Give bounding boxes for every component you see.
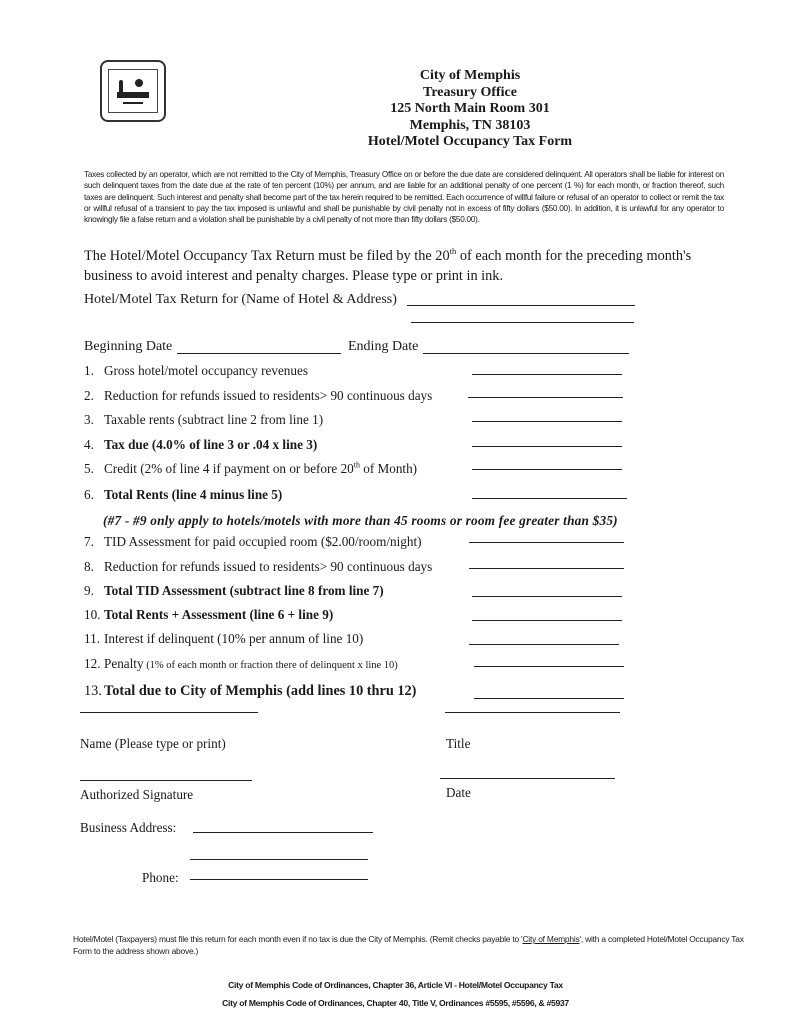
name-label: Name (Please type or print)	[80, 736, 226, 751]
line-number: 6.	[84, 487, 94, 502]
line-number: 5.	[84, 461, 94, 476]
line-10-amount-field[interactable]	[472, 608, 622, 621]
instructions-part1: The Hotel/Motel Occupancy Tax Return must be filed by the 20	[84, 248, 450, 264]
signature-label: Authorized Signature	[80, 787, 194, 802]
line-label: Total Rents (line 4 minus line 5)	[104, 487, 283, 502]
line-3-amount-field[interactable]	[472, 409, 622, 422]
line-number: 3.	[84, 412, 94, 427]
tax-line-13	[84, 683, 416, 700]
tax-line-1	[84, 363, 308, 379]
line-label: Total due to City of Memphis (add lines 10 thru 12)	[104, 683, 417, 699]
ending-date-field[interactable]	[423, 339, 629, 354]
header-office: Treasury Office	[423, 84, 517, 100]
tax-line-6	[84, 487, 282, 503]
header-city-state-zip: Memphis, TN 38103	[409, 117, 531, 133]
date-label: Date	[446, 785, 471, 800]
filing-instructions	[84, 246, 729, 286]
line-11-amount-field[interactable]	[469, 632, 619, 645]
tax-line-11	[84, 631, 363, 647]
tax-line-8	[84, 559, 432, 575]
line-number: 9.	[84, 583, 94, 598]
tax-line-12	[84, 656, 398, 672]
tax-line-2	[84, 388, 432, 404]
line-number: 2.	[84, 388, 94, 403]
beginning-date-label: Beginning Date	[84, 339, 173, 354]
line-number: 13.	[84, 683, 102, 699]
city-seal-icon	[100, 60, 166, 122]
tax-line-3	[84, 412, 323, 428]
line-label: Taxable rents (subtract line 2 from line 1)	[104, 412, 324, 427]
business-address-label: Business Address:	[80, 820, 177, 835]
line-label: Reduction for refunds issued to residents> 90 continuous days	[104, 559, 433, 574]
tax-line-9	[84, 583, 384, 599]
line-number: 12.	[84, 656, 101, 671]
phone-field[interactable]	[190, 879, 368, 880]
line-label-superscript: th	[353, 460, 360, 470]
line-9-amount-field[interactable]	[472, 584, 622, 597]
header-city: City of Memphis	[419, 68, 521, 83]
seal-sun-glyph	[135, 79, 143, 87]
line-6-amount-field[interactable]	[472, 486, 627, 499]
line-number: 7.	[84, 534, 94, 549]
line-label: Credit (2% of line 4 if payment on or before 20	[104, 461, 354, 476]
tax-line-4	[84, 437, 317, 453]
form-title: Hotel/Motel Occupancy Tax Form	[367, 134, 573, 149]
seal-inner-border	[108, 69, 158, 113]
footer-note-part1: Hotel/Motel (Taxpayers) must file this return for each month even if no tax is due the City of Memphis. (Remit checks payable to '	[73, 934, 523, 944]
letterhead	[320, 68, 620, 151]
line-label: TID Assessment for paid occupied room ($2.00/room/night)	[104, 534, 422, 549]
delinquency-notice: Taxes collected by an operator, which are not remitted to the City of Memphis, Treasury Office on or before the due date are considered delinquent. All operators shall be liable for interest on such delinquent taxes from the date due at the rate of ten percent (10%) per annum, and are liable for an additional penalty of one percent (1 %) for each month, or fraction thereof, such taxes are delinquent. Such interest and penalty shall become part of the tax herein required to be remitted. Each occurrence of willful failure or refusal of an operator to collect or remit the tax or willful refusal of a transient to pay the tax imposed is unlawful and shall be punishable by civil penalty not in excess of fifty dollars ($50.00). In addition, it is unlawful for any operator to knowingly file a false return and a violation shall be punishable by a civil penalty of not more than fifty dollars ($50.00).	[84, 170, 724, 225]
line-label: Penalty	[104, 656, 144, 671]
line-label: Interest if delinquent (10% per annum of line 10)	[104, 631, 364, 646]
line-label: Tax due (4.0% of line 3 or .04 x line 3)	[104, 437, 318, 452]
tax-line-5	[84, 461, 417, 477]
seal-boat-glyph	[117, 92, 149, 98]
line-1-amount-field[interactable]	[472, 362, 622, 375]
hotel-name-field[interactable]	[407, 291, 635, 306]
line-number: 10.	[84, 607, 101, 622]
line-8-amount-field[interactable]	[469, 556, 624, 569]
line-4-amount-field[interactable]	[472, 434, 622, 447]
business-address-field-2[interactable]	[190, 859, 368, 860]
tax-line-10	[84, 607, 333, 623]
signature-field[interactable]	[80, 780, 252, 781]
footer-note-part2: ', with a completed Hotel/Motel Occupancy Tax Form to the address shown above.)	[73, 934, 744, 956]
line-label: Total TID Assessment (subtract line 8 from line 7)	[104, 583, 384, 598]
line-label-suffix: of Month)	[359, 461, 418, 476]
line-number: 1.	[84, 363, 94, 378]
name-field[interactable]	[80, 712, 258, 713]
line-label: Total Rents + Assessment (line 6 + line 9)	[104, 607, 334, 622]
hotel-name-label: Hotel/Motel Tax Return for (Name of Hotel & Address)	[84, 292, 397, 307]
payee-name: City of Memphis	[522, 934, 580, 944]
title-label: Title	[446, 736, 471, 751]
ordinance-reference-1: City of Memphis Code of Ordinances, Chapter 36, Article VI - Hotel/Motel Occupancy Tax	[228, 980, 563, 990]
line-13-amount-field[interactable]	[474, 686, 624, 699]
line-2-amount-field[interactable]	[468, 385, 623, 398]
instructions-superscript: th	[449, 246, 457, 257]
business-address-field-1[interactable]	[193, 832, 373, 833]
beginning-date-field[interactable]	[177, 339, 341, 354]
line-label: Gross hotel/motel occupancy revenues	[104, 363, 308, 378]
line-12-amount-field[interactable]	[474, 654, 624, 667]
phone-label: Phone:	[142, 870, 179, 885]
footer-filing-note	[73, 933, 753, 957]
title-field[interactable]	[445, 712, 620, 713]
line-5-amount-field[interactable]	[472, 457, 622, 470]
line-label: Reduction for refunds issued to residents> 90 continuous days	[104, 388, 433, 403]
line-number: 8.	[84, 559, 94, 574]
line-label-detail: (1% of each month or fraction there of delinquent x line 10)	[143, 660, 398, 671]
line-7-amount-field[interactable]	[469, 530, 624, 543]
date-field[interactable]	[440, 778, 615, 779]
ordinance-reference-2: City of Memphis Code of Ordinances, Chapter 40, Title V, Ordinances #5595, #5596, & #5937	[222, 998, 569, 1008]
hotel-address-field[interactable]	[411, 309, 634, 323]
line-number: 11.	[84, 631, 100, 646]
tax-line-7	[84, 534, 422, 550]
line-number: 4.	[84, 437, 94, 452]
tid-applicability-note: (#7 - #9 only apply to hotels/motels with more than 45 rooms or room fee greater than $35)	[103, 513, 618, 528]
header-street: 125 North Main Room 301	[390, 101, 550, 116]
instructions-part2: of each month for the preceding month's business to avoid interest and penalty charges. Please type or print in ink.	[84, 248, 692, 284]
ending-date-label: Ending Date	[348, 339, 419, 354]
seal-bottom-glyph	[123, 102, 143, 109]
